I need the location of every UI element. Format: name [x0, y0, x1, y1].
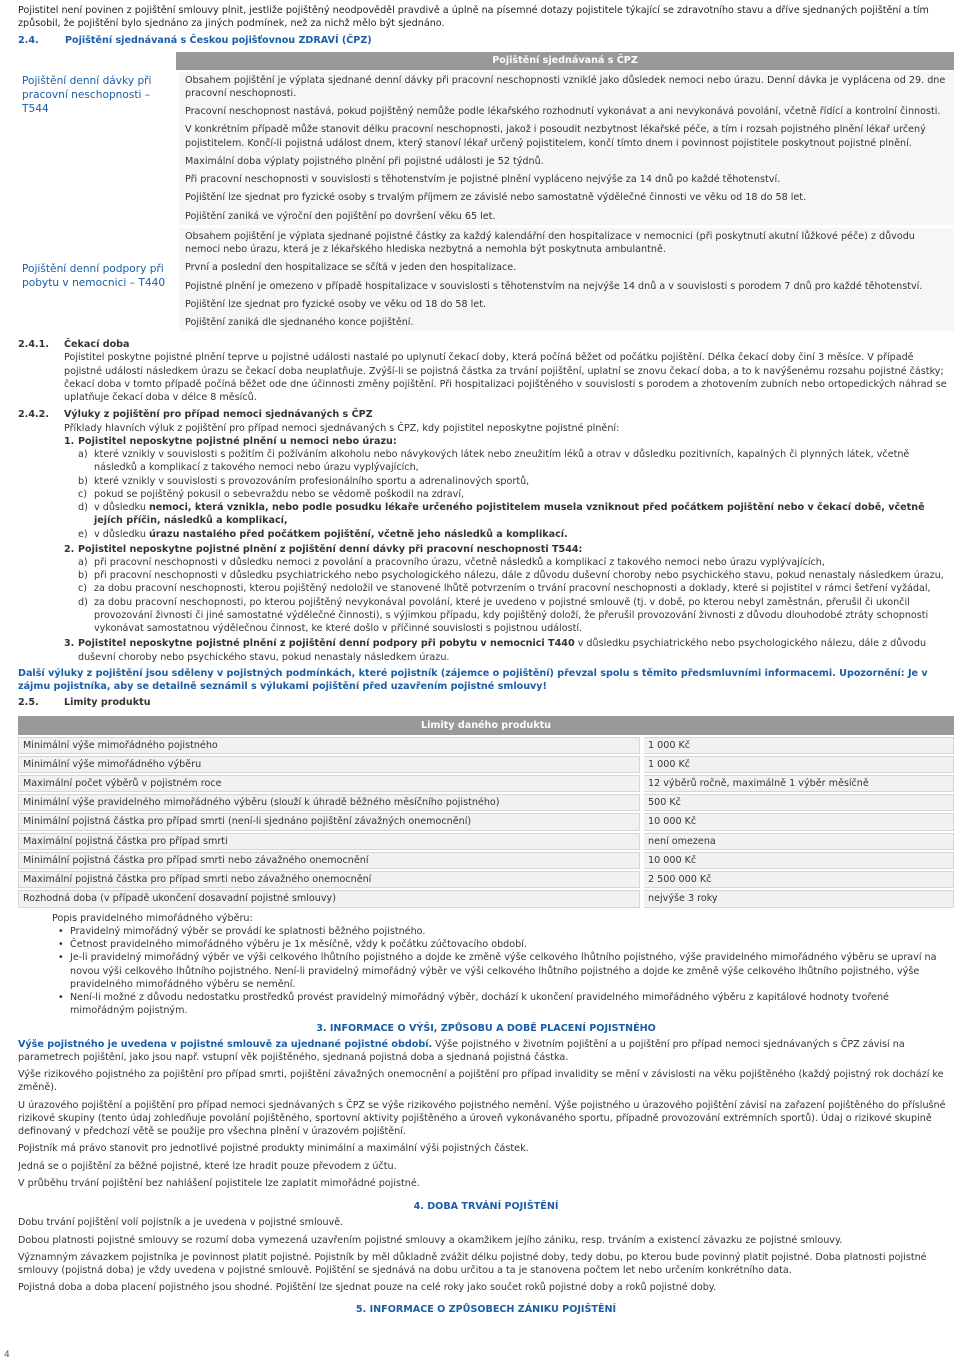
- premium-rest: Výše pojistného v životním pojištění a u pojištění pro případ nemoci sjednávaných s ČPZ závisí na parametrech pojištění, jako jsou např. vstupní věk pojištěného, sjednaná pojistná doba a sjednaná pojistná částka.: [18, 1038, 905, 1063]
- exclusion-sub-item: [64, 528, 954, 541]
- exclusion-sub-item: [64, 488, 954, 501]
- product-t440-label: Pojištění denní podpory při pobytu v nemocnici – T440: [22, 262, 166, 289]
- limit-label: Minimální pojistná částka pro případ smrti nebo závažného onemocnění: [18, 852, 640, 869]
- exclusion-sub-item: [64, 448, 954, 474]
- sub-letter: c): [78, 488, 88, 500]
- limit-value: 10 000 Kč: [644, 813, 954, 830]
- exclusions-closing-note: Další výluky z pojištění jsou sděleny v pojistných podmínkách, které pojistník (zájemce o pojištění) převzal spolu s těmito předsmluvními informacemi. Upozornění: Je v zájmu pojistníka, aby se detailně seznámil s výlukami pojištění před uzavřením pojistné smlouvy!: [18, 667, 928, 693]
- t544-paragraph: V konkrétním případě může stanovit délku pracovní neschopnosti, jakož i posoudit nezbytnost lékařské péče, a tím i rozsah pojistného plnění lékař určený pojistitelem. Končí-li pojistná událost dnem, který stanoví lékař určený pojistitelem, končí tímto dnem i povinnost pojistitele poskytnout pojistné plnění.: [185, 124, 926, 149]
- limit-value: nejvýše 3 roky: [644, 890, 954, 907]
- limit-value: 2 500 000 Kč: [644, 871, 954, 888]
- limits-table-header: Limity daného produktu: [18, 716, 954, 735]
- premium-paragraph: U úrazového pojištění a pojištění pro případ nemoci sjednávaných s ČPZ se výše rizikového pojistného nemění. Výše pojistného u úrazového pojištění závisí na zařazení pojištěného do příslušné rizikové skupiny (tento údaj zohledňuje povolání pojištěného, sportovní aktivity pojištěného a úroveň vykonávaného sportu, případně provozování extrémních sportů). Údaj o rizikové skupině definovaný v předchozí větě se použije pro všechna plnění v úrazovém pojištění.: [18, 1099, 946, 1138]
- section-2-4-1-heading: [18, 338, 954, 351]
- premium-bold: Výše pojistného je uvedena v pojistné smlouvě za ujednané pojistné období.: [18, 1038, 433, 1050]
- section-4-heading: 4. DOBA TRVÁNÍ POJIŠTĚNÍ: [413, 1201, 559, 1213]
- section-title: Čekací doba: [64, 339, 130, 351]
- limits-row: [18, 775, 954, 792]
- waiting-period-text: Pojistitel poskytne pojistné plnění teprve u pojistné události nastalé po uplynutí čekací doby, která počíná běžet od počátku pojištění. Délka čekací doby činí 3 měsíce. V případě pojistné události následkem úrazu se čekací doba neuplatňuje. Zvýší-li se pojistná částka za trvání pojištění, uplatní se znovu čekací doba, a to k navýšenému rozsahu pojistné částky; čekací doba v tomto případě počíná běžet ode dne účinnosti změny pojištění. Při hospitalizaci pojištěného v souvislosti s porodem a zhotovením zubních nebo ortopedických náhrad se uplatňuje čekací doba v délce 8 měsíců.: [64, 352, 947, 404]
- product-t544-description: [176, 72, 954, 225]
- limits-row: [18, 794, 954, 811]
- intro-paragraph: Pojistitel není povinen z pojištění smlouvy plnit, jestliže pojištěný neodpověděl pravdivě a úplně na písemné dotazy pojistitele týkající se zdravotního stavu a dříve sjednaných pojištění a tím způsobil, že pojištění bylo sjednáno za jiných podmínek, než za nichž mělo být sjednáno.: [18, 5, 929, 30]
- sub-text-bold: úrazu nastalého před počátkem pojištění, včetně jeho následků a komplikací.: [148, 528, 568, 540]
- exclusion-sub-item: [64, 475, 954, 488]
- limits-row: [18, 890, 954, 907]
- t544-paragraph: Maximální doba výplaty pojistného plnění při pojistné události je 52 týdnů.: [185, 155, 544, 167]
- exclusion-item-2: [64, 543, 954, 556]
- limit-value: 500 Kč: [644, 794, 954, 811]
- item-text: [78, 637, 954, 663]
- exclusion-item-1: [64, 435, 954, 448]
- limit-label: Maximální pojistná částka pro případ smrti nebo závažného onemocnění: [18, 871, 640, 888]
- section-number: 2.4.1.: [18, 339, 49, 351]
- sub-text: pokud se pojištěný pokusil o sebevraždu nebo se vědomě poškodil na zdraví,: [94, 488, 465, 500]
- limit-label: Minimální pojistná částka pro případ smrti (není-li sjednáno pojištění závažných onemocnění): [18, 813, 640, 830]
- item-title: Pojistitel neposkytne pojistné plnění z pojištění denní dávky při pracovní neschopnosti T544:: [78, 543, 583, 555]
- duration-paragraph: Pojistná doba a doba placení pojistného jsou shodné. Pojištění lze sjednat pouze na celé roky jako součet roků pojistné doby a roků pojistné doby.: [18, 1282, 717, 1294]
- sub-text-prefix: v důsledku: [94, 502, 149, 514]
- cpz-table-header: Pojištění sjednávaná s ČPZ: [176, 52, 954, 70]
- limit-label: Minimální výše mimořádného výběru: [18, 756, 640, 773]
- section-title: Pojištění sjednávaná s Českou pojišťovnou ZDRAVÍ (ČPZ): [65, 35, 372, 47]
- sub-text: které vznikly v souvislosti s požitím či požíváním alkoholu nebo návykových látek nebo zneužitím léků a otrav v důsledku pozitivních, kapalných či plynných látek, včetně následků a komplikací z takového nemoci nebo úrazu vyplývajících,: [94, 449, 910, 474]
- premium-paragraph: V průběhu trvání pojištění bez nahlášení pojistitele lze zaplatit mimořádné pojistné.: [18, 1177, 420, 1189]
- limit-label: Maximální počet výběrů v pojistném roce: [18, 775, 640, 792]
- sub-letter: a): [78, 449, 88, 461]
- limit-label: Rozhodná doba (v případě ukončení dosavadní pojistné smlouvy): [18, 890, 640, 907]
- section-number: 2.5.: [18, 697, 39, 709]
- cpz-left-column: [18, 52, 176, 335]
- product-t440-description: [176, 228, 954, 331]
- t440-paragraph: První a poslední den hospitalizace se sčítá v jeden den hospitalizace.: [185, 262, 517, 274]
- sub-text: které vznikly v souvislosti s provozováním profesionálního sportu a adrenalinových sportů,: [94, 475, 530, 487]
- sub-text: při pracovní neschopnosti v důsledku nemoci z povolání a pracovního úrazu, včetně následků a komplikací z takového nemoci nebo úrazu vyplývajících,: [94, 556, 825, 568]
- limits-table: [18, 716, 954, 908]
- bullet-item: • Četnost pravidelného mimořádného výběru je 1x měsíčně, vždy k počátku zúčtovacího období.: [56, 938, 954, 951]
- section-5-heading: 5. INFORMACE O ZPŮSOBECH ZÁNIKU POJIŠTĚNÍ: [355, 1303, 617, 1315]
- sub-letter: d): [78, 502, 88, 514]
- item-title: Pojistitel neposkytne pojistné plnění u nemoci nebo úrazu:: [78, 435, 397, 447]
- duration-paragraph: Významným závazkem pojistníka je povinnost platit pojistné. Pojistník by měl důkladně zvážit délku pojistné doby, tedy dobu, po kterou bude povinný platit pojistné. Doba platnosti pojistné smlouvy (pojistná doba) je vždy uvedena v pojistné smlouvě. Pojištění se sjednává na dobu určitou a ta je stanovena počtem let nebo určením konkrétního data.: [18, 1251, 927, 1277]
- regular-withdrawal-list: [18, 925, 954, 1018]
- exclusions-list: [18, 435, 954, 664]
- exclusion-sub-item: [64, 569, 954, 582]
- limit-value: 1 000 Kč: [644, 756, 954, 773]
- section-number: 2.4.: [18, 35, 39, 47]
- exclusion-sub-item: [64, 596, 954, 636]
- sub-text: [94, 501, 954, 527]
- premium-paragraph: Jedná se o pojištění za běžné pojistné, které lze hradit pouze převodem z účtu.: [18, 1160, 397, 1172]
- item-number: 2.: [64, 543, 75, 555]
- duration-paragraph: Dobou platnosti pojistné smlouvy se rozumí doba vymezená uzavřením pojistné smlouvy a okamžikem jejího zániku, resp. trváním a existencí závazku ze pojistné smlouvy.: [18, 1234, 843, 1246]
- t440-paragraph: Pojištění lze sjednat pro fyzické osoby ve věku od 18 do 58 let.: [185, 298, 487, 310]
- limit-value: 12 výběrů ročně, maximálně 1 výběr měsíčně: [644, 775, 954, 792]
- t544-paragraph: Pojištění lze sjednat pro fyzické osoby s trvalým příjmem ze závislé nebo samostatně výdělečné činnosti ve věku od 18 do 58 let.: [185, 192, 807, 204]
- limits-row: [18, 852, 954, 869]
- bullet-item: • Není-li možné z důvodu nedostatku prostředků provést pravidelný mimořádný výběr, dochází k ukončení pravidelného mimořádného výběru z kapitálové hodnoty tvořené mimořádným pojistným.: [56, 991, 954, 1017]
- limits-row: [18, 871, 954, 888]
- t544-paragraph: Pracovní neschopnost nastává, pokud pojištěný nemůže podle lékařského rozhodnutí vykonávat a ani nevykonává povolání, včetně řídící a kontrolní činnosti.: [185, 106, 941, 118]
- t440-paragraph: Obsahem pojištění je výplata sjednané pojistné částky za každý kalendářní den hospitalizace v nemocnici (při poskytnutí akutní lůžkové péče) z důvodu nemoci nebo úrazu, která je z lékařského hlediska nezbytná a nemohla být poskytnuta ambulantně.: [185, 230, 915, 256]
- section-3-heading: 3. INFORMACE O VÝŠI, ZPŮSOBU A DOBĚ PLACENÍ POJISTNÉHO: [316, 1022, 656, 1034]
- sub-text: za dobu pracovní neschopnosti, po kterou pojištěný nevykonával povolání, které je uvedeno v pojistné smlouvě (tj. v době, po kterou nebyl zaměstnán, přerušil či ukončil provozování živnosti či jiné samostatné výdělečné činnosti), s výjimkou případu, kdy pojištěný doloží, že přerušil provozování živnosti z důvodu dlouhodobé ztráty schopnosti vykonávat samostatnou výdělečnou činnost, ke které došlo v příčinné souvislosti s pojistnou událostí.: [94, 596, 929, 635]
- limit-label: Minimální výše mimořádného pojistného: [18, 737, 640, 754]
- regular-withdrawal-lead: Popis pravidelného mimořádného výběru:: [52, 912, 253, 924]
- limits-row: [18, 737, 954, 754]
- section-title: Výluky z pojištění pro případ nemoci sjednávaných s ČPZ: [64, 409, 373, 421]
- sub-text: za dobu pracovní neschopnosti, kterou pojištěný nedoložil ve stanovené lhůtě potvrzením o trvání pracovní neschopnosti a doklady, které si pojistitel v rámci šetření vyžádal,: [94, 583, 931, 595]
- exclusions-lead: Příklady hlavních výluk z pojištění pro případ nemoci sjednávaných s ČPZ, kdy pojistitel neposkytne pojistné plnění:: [64, 422, 620, 434]
- sub-text-prefix: v důsledku: [94, 528, 149, 540]
- section-2-5-heading: [18, 696, 954, 709]
- cpz-right-column: [176, 52, 954, 335]
- sub-letter: a): [78, 556, 88, 568]
- exclusion-sub-item: [64, 501, 954, 527]
- premium-paragraph: [18, 1038, 954, 1064]
- t440-paragraph: Pojistné plnění je omezeno v případě hospitalizace v souvislosti s těhotenstvím na nejvýše 14 dnů a v souvislosti s porodem 7 dnů pro každé těhotenství.: [185, 280, 923, 292]
- sub-letter: b): [78, 475, 88, 487]
- sub-letter: b): [78, 570, 88, 582]
- section-2-4-2-heading: [18, 408, 954, 421]
- item-title: Pojistitel neposkytne pojistné plnění z pojištění denní podpory při pobytu v nemocnici T440: [78, 638, 575, 650]
- exclusion-sub-item: [64, 582, 954, 595]
- section-2-4-heading: [18, 34, 954, 47]
- item-number: 1.: [64, 435, 75, 447]
- exclusion-item-3: [64, 637, 954, 663]
- premium-paragraph: Výše rizikového pojistného za pojištění pro případ smrti, pojištění závažných onemocnění a pojištění pro případ invalidity se mění v závislosti na věku pojištěného (každý pojistný rok dochází ke změně).: [18, 1069, 944, 1094]
- section-title: Limity produktu: [64, 697, 151, 709]
- sub-letter: d): [78, 596, 88, 608]
- cpz-insurance-table: [18, 52, 954, 335]
- section-number: 2.4.2.: [18, 409, 49, 421]
- limit-value: není omezena: [644, 833, 954, 850]
- bullet-item: • Je-li pravidelný mimořádný výběr ve výši celkového lhůtního pojistného a dojde ke změně výše celkového lhůtního pojistného, výše pravidelného mimořádného výběru se upraví na novou výši celkového lhůtního pojistného. Není-li pravidelný mimořádný výběr ve výši celkového lhůtního pojistného a dojde ke změně výše celkového lhůtního pojistného, výše pravidelného mimořádného výběru se nemění.: [56, 951, 954, 991]
- item-number: 3.: [64, 638, 75, 650]
- product-t544-label: Pojištění denní dávky při pracovní neschopnosti – T544: [22, 74, 152, 116]
- document-page: [18, 4, 954, 1360]
- limits-row: [18, 813, 954, 830]
- limit-label: Minimální výše pravidelného mimořádného výběru (slouží k úhradě běžného měsíčního pojistného): [18, 794, 640, 811]
- t544-paragraph: Obsahem pojištění je výplata sjednané denní dávky při pracovní neschopnosti vzniklé jako důsledek nemoci nebo úrazu. Denní dávka je vyplácena od 29. dne pracovní neschopnosti.: [185, 74, 946, 99]
- item-rest: v důsledku psychiatrického nebo psychologického nálezu, dále z důvodu duševní choroby nebo psychického stavu, pokud nenastaly následkem úrazu.: [78, 638, 927, 663]
- sub-text: [94, 528, 568, 541]
- t440-paragraph: Pojištění zaniká dle sjednaného konce pojištění.: [185, 316, 414, 328]
- t544-paragraph: Při pracovní neschopnosti v souvislosti s těhotenstvím je pojistné plnění vypláceno nejvýše za 14 dnů po každé těhotenství.: [185, 174, 781, 186]
- sub-letter: c): [78, 583, 88, 595]
- duration-paragraph: Dobu trvání pojištění volí pojistník a je uvedena v pojistné smlouvě.: [18, 1217, 344, 1229]
- exclusion-sub-item: [64, 556, 954, 569]
- sub-text-bold: nemoci, která vznikla, nebo podle posudku lékaře určeného pojistitelem musela vzniknout před počátkem pojištění nebo v čekací době, včetně jejích příčin, následků a komplikací,: [94, 502, 925, 527]
- page-number: 4: [4, 1350, 10, 1360]
- bullet-item: • Pravidelný mimořádný výběr se provádí ke splatnosti běžného pojistného.: [56, 925, 954, 938]
- limit-value: 1 000 Kč: [644, 737, 954, 754]
- limits-row: [18, 833, 954, 850]
- sub-letter: e): [78, 528, 88, 540]
- limit-label: Maximální pojistná částka pro případ smrti: [18, 833, 640, 850]
- premium-paragraph: Pojistník má právo stanovit pro jednotlivé pojistné produkty minimální a maximální výši pojistných částek.: [18, 1143, 529, 1155]
- limits-row: [18, 756, 954, 773]
- limit-value: 10 000 Kč: [644, 852, 954, 869]
- t544-paragraph: Pojištění zaniká ve výroční den pojištění po dovršení věku 65 let.: [185, 210, 496, 222]
- sub-text: při pracovní neschopnosti v důsledku psychiatrického nebo psychologického nálezu, dále z důvodu duševní choroby nebo psychického stavu, pokud nenastaly následkem úrazu,: [94, 570, 944, 582]
